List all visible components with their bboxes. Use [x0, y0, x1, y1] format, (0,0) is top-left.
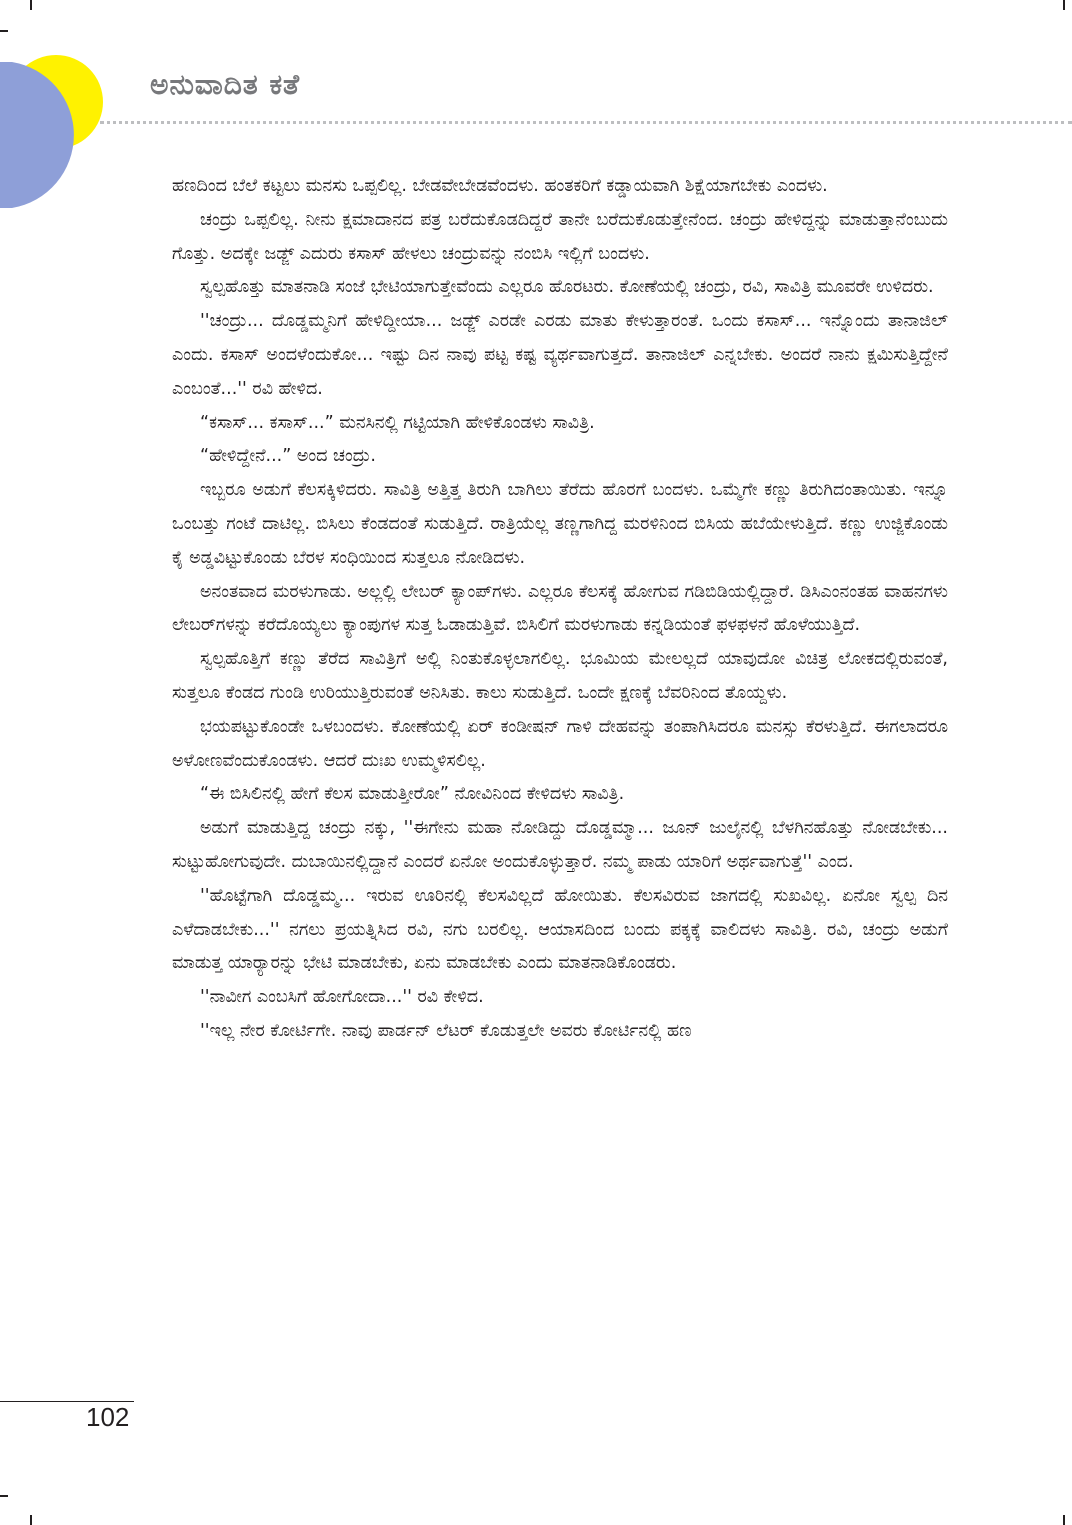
crop-mark-top-right [1063, 0, 1065, 10]
crop-mark-bottom-right [1063, 1515, 1065, 1525]
paragraph: ''ಚಂದ್ರು... ದೊಡ್ಡಮ್ಮನಿಗೆ ಹೇಳಿದ್ದೀಯಾ... ಜಡ್ಜ್ ಎರಡೇ ಎರಡು ಮಾತು ಕೇಳುತ್ತಾರಂತೆ. ಒಂದು ಕಸಾಸ್... ಇನ್ನೊಂದು ತಾನಾಜಿಲ್ ಎಂದು. ಕಸಾಸ್ ಅಂದಳೆಂದುಕೋ... ಇಷ್ಟು ದಿನ ನಾವು ಪಟ್ಟ ಕಷ್ಟ ವ್ಯರ್ಥವಾಗುತ್ತದೆ. ತಾನಾಜಿಲ್ ಎನ್ನಬೇಕು. ಅಂದರೆ ನಾನು ಕ್ಷಮಿಸುತ್ತಿದ್ದೇನೆ ಎಂಬಂತೆ...'' ರವಿ ಹೇಳಿದ. [172, 311, 948, 399]
paragraph: “ಈ ಬಿಸಿಲಿನಲ್ಲಿ ಹೇಗೆ ಕೆಲಸ ಮಾಡುತ್ತೀರೋ” ನೋವಿನಿಂದ ಕೇಳಿದಳು ಸಾವಿತ್ರಿ. [200, 784, 625, 805]
paragraph: ಭಯಪಟ್ಟುಕೊಂಡೇ ಒಳಬಂದಳು. ಕೋಣೆಯಲ್ಲಿ ಏರ್ ಕಂಡೀಷನ್ ಗಾಳಿ ದೇಹವನ್ನು ತಂಪಾಗಿಸಿದರೂ ಮನಸ್ಸು ಕೆರಳುತ್ತಿದೆ. ಈಗಲಾದರೂ ಅಳೋಣವೆಂದುಕೊಂಡಳು. ಆದರೆ ದುಃಖ ಉಮ್ಮಳಿಸಲಿಲ್ಲ. [172, 716, 948, 771]
page-number: 102 [86, 1402, 130, 1432]
crop-mark-top-left [30, 0, 32, 10]
paragraph: ''ನಾವೀಗ ಎಂಬಸಿಗೆ ಹೋಗೋದಾ...'' ರವಿ ಕೇಳಿದ. [200, 987, 484, 1008]
header-decoration [0, 50, 110, 210]
paragraph: ಇಬ್ಬರೂ ಅಡುಗೆ ಕೆಲಸಕ್ಕಿಳಿದರು. ಸಾವಿತ್ರಿ ಅತ್ತಿತ್ತ ತಿರುಗಿ ಬಾಗಿಲು ತೆರೆದು ಹೊರಗೆ ಬಂದಳು. ಒಮ್ಮೆಗೇ ಕಣ್ಣು ತಿರುಗಿದಂತಾಯಿತು. ಇನ್ನೂ ಒಂಬತ್ತು ಗಂಟೆ ದಾಟಿಲ್ಲ. ಬಿಸಿಲು ಕೆಂಡದಂತೆ ಸುಡುತ್ತಿದೆ. ರಾತ್ರಿಯೆಲ್ಲ ತಣ್ಣಗಾಗಿದ್ದ ಮರಳಿನಿಂದ ಬಿಸಿಯ ಹಬೆಯೇಳುತ್ತಿದೆ. ಕಣ್ಣು ಉಜ್ಜಿಕೊಂಡು ಕೈ ಅಡ್ಡವಿಟ್ಟುಕೊಂಡು ಬೆರಳ ಸಂಧಿಯಿಂದ ಸುತ್ತಲೂ ನೋಡಿದಳು. [172, 480, 948, 568]
crop-mark-bottom-left-h [0, 1495, 8, 1497]
paragraph: “ಹೇಳಿದ್ದೇನೆ...” ಅಂದ ಚಂದ್ರು. [200, 446, 376, 467]
paragraph: ಸ್ವಲ್ಪಹೊತ್ತಿಗೆ ಕಣ್ಣು ತೆರೆದ ಸಾವಿತ್ರಿಗೆ ಅಲ್ಲಿ ನಿಂತುಕೊಳ್ಳಲಾಗಲಿಲ್ಲ. ಭೂಮಿಯ ಮೇಲಲ್ಲದೆ ಯಾವುದೋ ವಿಚಿತ್ರ ಲೋಕದಲ್ಲಿರುವಂತೆ, ಸುತ್ತಲೂ ಕೆಂಡದ ಗುಂಡಿ ಉರಿಯುತ್ತಿರುವಂತೆ ಅನಿಸಿತು. ಕಾಲು ಸುಡುತ್ತಿದೆ. ಒಂದೇ ಕ್ಷಣಕ್ಕೆ ಬೆವರಿನಿಂದ ತೊಯ್ದಳು. [172, 649, 948, 703]
story-body [172, 170, 948, 1049]
paragraph: ''ಇಲ್ಲ ನೇರ ಕೋರ್ಟಿಗೇ. ನಾವು ಪಾರ್ಡನ್ ಲೆಟರ್ ಕೊಡುತ್ತಲೇ ಅವರು ಕೋರ್ಟಿನಲ್ಲಿ ಹಣ [200, 1020, 692, 1041]
paragraph: ಹಣದಿಂದ ಬೆಲೆ ಕಟ್ಟಲು ಮನಸು ಒಪ್ಪಲಿಲ್ಲ. ಬೇಡವೇಬೇಡವೆಂದಳು. ಹಂತಕರಿಗೆ ಕಡ್ಡಾಯವಾಗಿ ಶಿಕ್ಷೆಯಾಗಬೇಕು ಎಂದಳು. [172, 176, 828, 196]
section-title: ಅನುವಾದಿತ ಕತೆ [150, 68, 301, 101]
crop-mark-bottom-left [30, 1515, 32, 1525]
header-dotted-rule [100, 121, 1072, 124]
paragraph: ಸ್ವಲ್ಪಹೊತ್ತು ಮಾತನಾಡಿ ಸಂಜೆ ಭೇಟಿಯಾಗುತ್ತೇವೆಂದು ಎಲ್ಲರೂ ಹೊರಟರು. ಕೋಣೆಯಲ್ಲಿ ಚಂದ್ರು, ರವಿ, ಸಾವಿತ್ರಿ ಮೂವರೇ ಉಳಿದರು. [200, 277, 934, 298]
paragraph: ''ಹೊಟ್ಟೆಗಾಗಿ ದೊಡ್ಡಮ್ಮ... ಇರುವ ಊರಿನಲ್ಲಿ ಕೆಲಸವಿಲ್ಲದೆ ಹೋಯಿತು. ಕೆಲಸವಿರುವ ಜಾಗದಲ್ಲಿ ಸುಖವಿಲ್ಲ. ಏನೋ ಸ್ವಲ್ಪ ದಿನ ಎಳೆದಾಡಬೇಕು...'' ನಗಲು ಪ್ರಯತ್ನಿಸಿದ ರವಿ, ನಗು ಬರಲಿಲ್ಲ. ಆಯಾಸದಿಂದ ಬಂದು ಪಕ್ಕಕ್ಕೆ ವಾಲಿದಳು ಸಾವಿತ್ರಿ. ರವಿ, ಚಂದ್ರು ಅಡುಗೆ ಮಾಡುತ್ತ ಯಾರ್‍ಯಾರನ್ನು ಭೇಟಿ ಮಾಡಬೇಕು, ಏನು ಮಾಡಬೇಕು ಎಂದು ಮಾತನಾಡಿಕೊಂಡರು. [172, 885, 948, 974]
paragraph: ಚಂದ್ರು ಒಪ್ಪಲಿಲ್ಲ. ನೀನು ಕ್ಷಮಾದಾನದ ಪತ್ರ ಬರೆದುಕೊಡದಿದ್ದರೆ ತಾನೇ ಬರೆದುಕೊಡುತ್ತೇನೆಂದ. ಚಂದ್ರು ಹೇಳಿದ್ದನ್ನು ಮಾಡುತ್ತಾನೆಂಬುದು ಗೊತ್ತು. ಅದಕ್ಕೇ ಜಡ್ಜ್ ಎದುರು ಕಸಾಸ್ ಹೇಳಲು ಚಂದ್ರುವನ್ನು ನಂಬಿಸಿ ಇಲ್ಲಿಗೆ ಬಂದಳು. [172, 209, 948, 264]
paragraph: ಅಡುಗೆ ಮಾಡುತ್ತಿದ್ದ ಚಂದ್ರು ನಕ್ಕು, ''ಈಗೇನು ಮಹಾ ನೋಡಿದ್ದು ದೊಡ್ಡಮ್ಮಾ... ಜೂನ್ ಜುಲೈನಲ್ಲಿ ಬೆಳಗಿನಹೊತ್ತು ನೋಡಬೇಕು... ಸುಟ್ಟುಹೋಗುವುದೇ. ದುಬಾಯಿನಲ್ಲಿದ್ದಾನೆ ಎಂದರೆ ಏನೋ ಅಂದುಕೊಳ್ಳುತ್ತಾರೆ. ನಮ್ಮ ಪಾಡು ಯಾರಿಗೆ ಅರ್ಥವಾಗುತ್ತೆ'' ಎಂದ. [172, 818, 948, 872]
paragraph: “ಕಸಾಸ್... ಕಸಾಸ್...” ಮನಸಿನಲ್ಲಿ ಗಟ್ಟಿಯಾಗಿ ಹೇಳಿಕೊಂಡಳು ಸಾವಿತ್ರಿ. [200, 412, 595, 433]
crop-mark-top-left-h [0, 30, 8, 32]
paragraph: ಅನಂತವಾದ ಮರಳುಗಾಡು. ಅಲ್ಲಲ್ಲಿ ಲೇಬರ್ ಕ್ಯಾಂಪ್‌ಗಳು. ಎಲ್ಲರೂ ಕೆಲಸಕ್ಕೆ ಹೋಗುವ ಗಡಿಬಿಡಿಯಲ್ಲಿದ್ದಾರೆ. ಡಿಸಿಎಂನಂತಹ ವಾಹನಗಳು ಲೇಬರ್‌ಗಳನ್ನು ಕರೆದೊಯ್ಯಲು ಕ್ಯಾಂಪುಗಳ ಸುತ್ತ ಓಡಾಡುತ್ತಿವೆ. ಬಿಸಿಲಿಗೆ ಮರಳುಗಾಡು ಕನ್ನಡಿಯಂತೆ ಫಳಫಳನೆ ಹೊಳೆಯುತ್ತಿದೆ. [172, 581, 948, 636]
